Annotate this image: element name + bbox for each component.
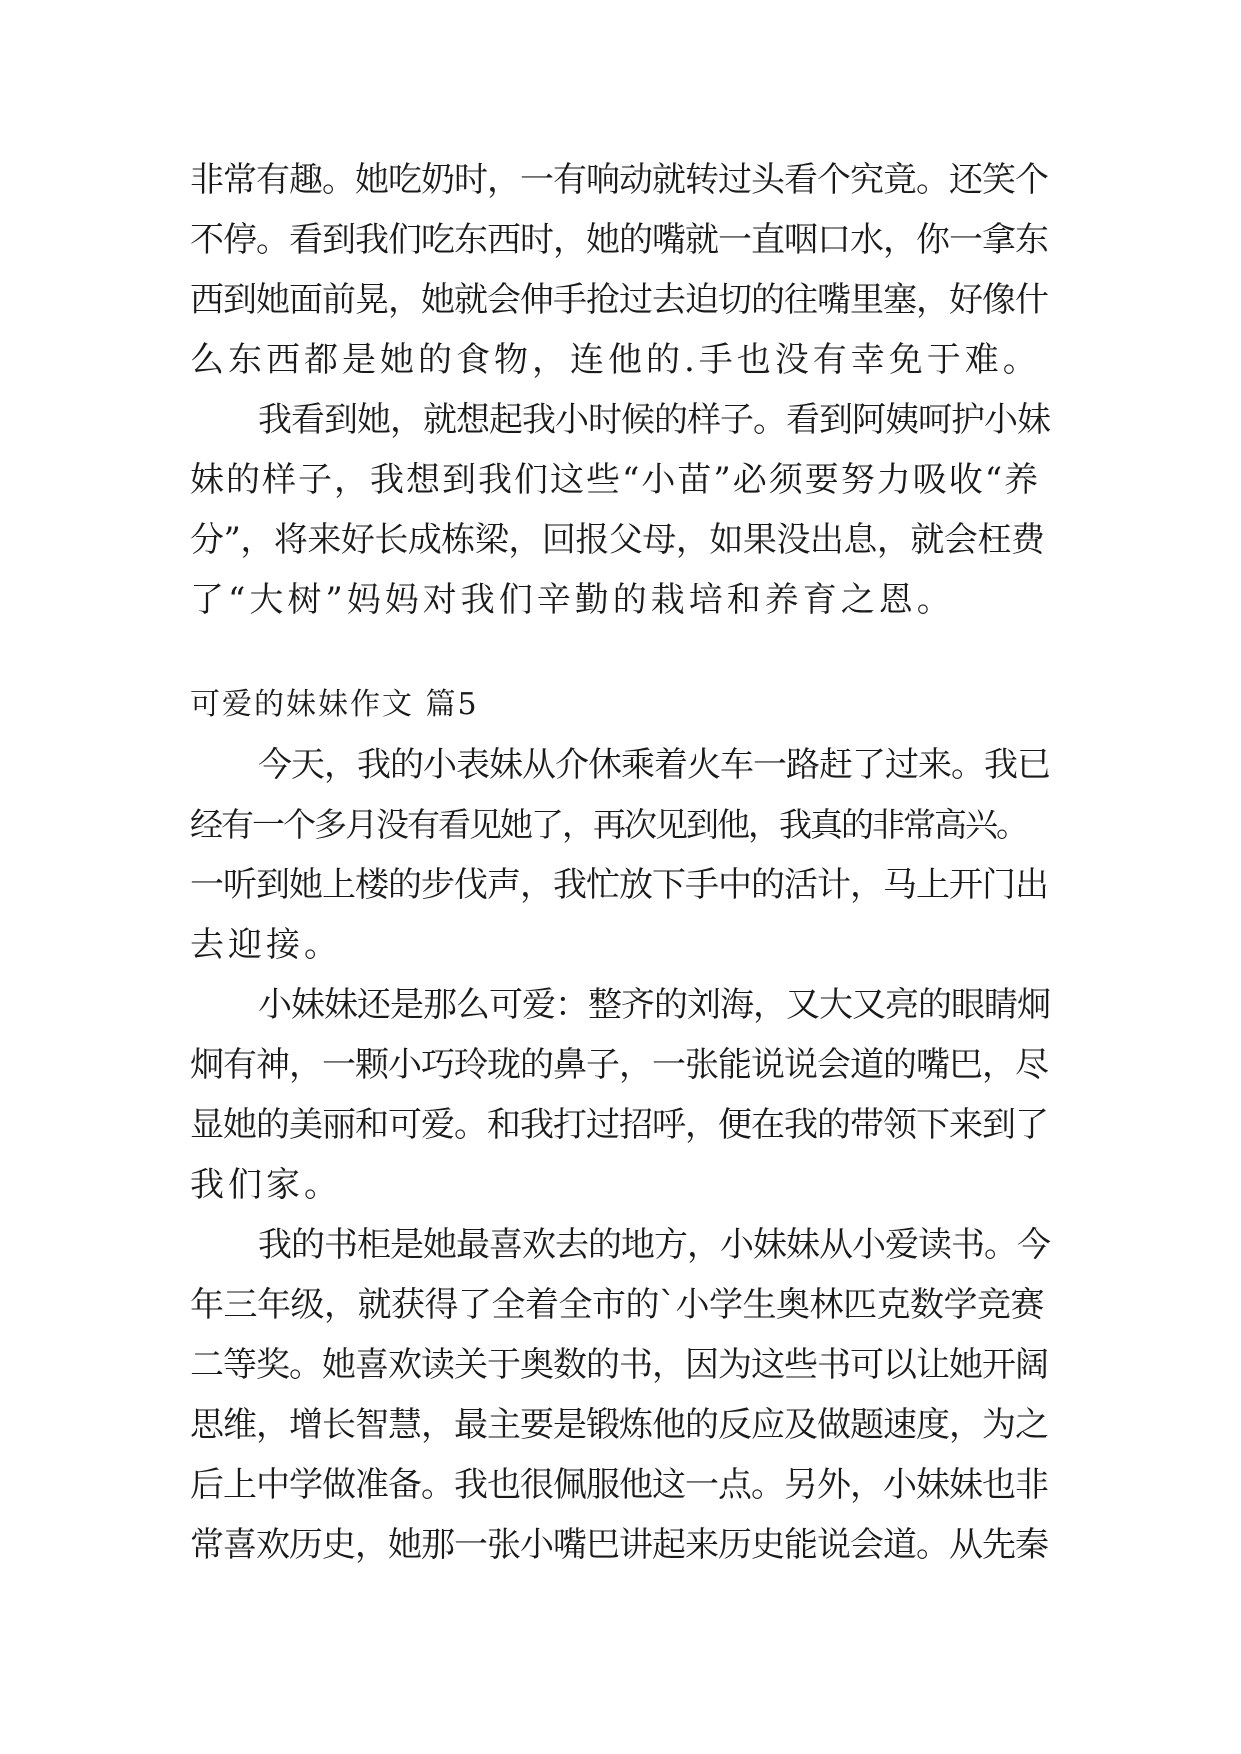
paragraph-3-line-1: 今天，我的小表妹从介休乘着火车一路赶了过来。我已 — [258, 745, 1050, 785]
paragraph-1-line-2: 不停。看到我们吃东西时，她的嘴就一直咽口水，你一拿东 — [190, 220, 1048, 260]
paragraph-3-line-3: 一听到她上楼的步伐声，我忙放下手中的活计，马上开门出 — [190, 865, 1048, 905]
section-heading: 可爱的妹妹作文 篇5 — [190, 687, 479, 722]
paragraph-5-line-4: 思维，增长智慧，最主要是锻炼他的反应及做题速度，为之 — [190, 1405, 1048, 1445]
paragraph-3-line-4: 去迎接。 — [190, 925, 342, 965]
paragraph-5-line-1: 我的书柜是她最喜欢去的地方，小妹妹从小爱读书。今 — [258, 1225, 1050, 1265]
paragraph-1-line-1: 非常有趣。她吃奶时，一有响动就转过头看个究竟。还笑个 — [190, 160, 1048, 200]
paragraph-4-line-1: 小妹妹还是那么可爱：整齐的刘海，又大又亮的眼睛炯 — [258, 985, 1050, 1025]
paragraph-4-line-2: 炯有神，一颗小巧玲珑的鼻子，一张能说说会道的嘴巴，尽 — [190, 1045, 1048, 1085]
paragraph-2-line-1: 我看到她，就想起我小时候的样子。看到阿姨呵护小妹 — [258, 400, 1050, 440]
paragraph-4-line-3: 显她的美丽和可爱。和我打过招呼，便在我的带领下来到了 — [190, 1105, 1048, 1145]
paragraph-5-line-5: 后上中学做准备。我也很佩服他这一点。另外，小妹妹也非 — [190, 1465, 1048, 1505]
paragraph-1-line-3: 西到她面前晃，她就会伸手抢过去迫切的往嘴里塞，好像什 — [190, 280, 1048, 320]
paragraph-2-line-3: 分”，将来好长成栋梁，回报父母，如果没出息，就会枉费 — [190, 520, 1045, 560]
paragraph-3-line-2: 经有一个多月没有看见她了，再次见到他，我真的非常高兴。 — [190, 805, 1027, 844]
paragraph-5-line-3: 二等奖。她喜欢读关于奥数的书，因为这些书可以让她开阔 — [190, 1345, 1048, 1385]
paragraph-1-line-4: 么东西都是她的食物，连他的.手也没有幸免于难。 — [190, 340, 1041, 380]
paragraph-2-line-2: 妹的样子，我想到我们这些“小苗”必须要努力吸收“养 — [190, 460, 1041, 500]
paragraph-4-line-4: 我们家。 — [190, 1165, 342, 1205]
paragraph-5-line-2: 年三年级，就获得了全着全市的`小学生奥林匹克数学竞赛 — [190, 1285, 1044, 1325]
paragraph-2-line-4: 了“大树”妈妈对我们辛勤的栽培和养育之恩。 — [190, 580, 955, 620]
paragraph-5-line-6: 常喜欢历史，她那一张小嘴巴讲起来历史能说会道。从先秦 — [190, 1525, 1048, 1565]
